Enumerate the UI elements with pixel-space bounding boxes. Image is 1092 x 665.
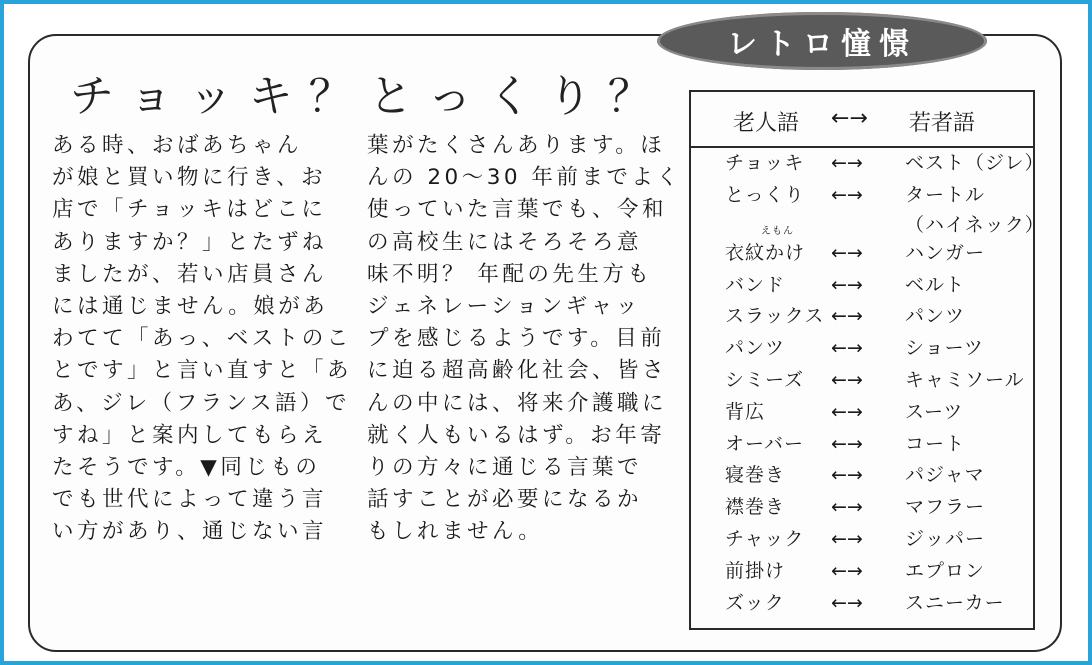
glossary-row	[691, 365, 1033, 397]
young-term: コート	[905, 432, 966, 455]
text-line: プを感じるようです。目前	[367, 326, 666, 352]
glossary-row	[691, 524, 1033, 556]
section-badge	[657, 12, 987, 70]
text-line: んの 20〜30 年前までよく	[367, 165, 682, 191]
glossary-row	[691, 180, 1045, 238]
text-line: すね」と案内してもらえ	[52, 422, 328, 448]
text-line: あ、ジレ（フランス語）で	[52, 390, 350, 416]
double-arrow-icon: ←→	[831, 152, 863, 174]
article-column-1	[52, 130, 352, 549]
text-line: んの中には、将来介護職に	[367, 390, 668, 416]
text-line: ジェネレーションギャッ	[367, 294, 641, 320]
young-term: ジッパー	[905, 527, 986, 550]
article-headline: チョッキ？とっくり？	[70, 71, 668, 122]
young-term: マフラー	[905, 496, 986, 519]
double-arrow-icon: ←→	[831, 273, 863, 296]
text-line: の高校生にはそろそろ意	[367, 229, 643, 255]
double-arrow-icon: ←→	[831, 432, 863, 455]
double-arrow-icon: ←→	[831, 337, 863, 360]
young-term: スニーカー	[905, 591, 1005, 614]
glossary-rows	[691, 148, 1045, 619]
young-term-line: タートル	[905, 183, 986, 206]
young-term: ベスト（ジレ）	[905, 152, 1045, 174]
glossary-box	[689, 90, 1045, 630]
old-term: ズック	[725, 591, 785, 614]
old-term: チョッキ	[725, 152, 805, 174]
double-arrow-icon: ←→	[831, 591, 863, 614]
old-term-text: 衣紋かけ	[725, 241, 806, 264]
glossary-row	[691, 225, 1033, 270]
double-arrow-icon: ←→	[831, 464, 863, 487]
old-term: オーバー	[725, 432, 805, 455]
glossary-row	[691, 301, 1033, 333]
young-term: ハンガー	[905, 241, 986, 264]
glossary-row	[691, 492, 1033, 524]
text-line: ましたが、若い店員さん	[52, 261, 328, 287]
furigana: えもん	[761, 225, 794, 237]
young-term: エプロン	[905, 559, 986, 582]
glossary-header-young: 若者語	[909, 111, 976, 136]
glossary-row	[691, 333, 1033, 365]
glossary-row	[691, 460, 1033, 492]
young-term: ベルト	[905, 273, 966, 296]
text-line: 就く人もいるはず。お年寄	[367, 422, 666, 448]
text-line: でも世代によって違う言	[52, 487, 328, 513]
old-term: 寝巻き	[725, 464, 786, 487]
old-term: シミーズ	[725, 368, 805, 391]
old-term: とっくり	[725, 183, 805, 206]
text-line: とです」と言い直すと「あ	[52, 358, 353, 384]
double-arrow-icon: ←→	[831, 527, 863, 550]
text-line: い方があり、通じない言	[52, 519, 328, 545]
double-arrow-icon: ←→	[831, 241, 863, 264]
double-arrow-icon: ←→	[831, 106, 868, 131]
glossary-row	[691, 556, 1033, 588]
young-term-line: （ハイネック）	[905, 213, 1045, 236]
young-term	[905, 180, 1045, 240]
old-term: パンツ	[725, 337, 786, 360]
double-arrow-icon: ←→	[831, 305, 863, 328]
glossary-header	[691, 92, 1033, 148]
section-badge-text: レトロ憧憬	[727, 27, 917, 62]
old-term: 前掛け	[725, 559, 786, 582]
glossary-header-old: 老人語	[733, 111, 800, 136]
text-line: 店で「チョッキはどこに	[52, 197, 327, 223]
text-line: 話すことが必要になるか	[367, 487, 643, 513]
double-arrow-icon: ←→	[831, 183, 863, 206]
glossary-row	[691, 148, 1045, 180]
glossary-row	[691, 588, 1033, 620]
old-term	[725, 225, 806, 270]
text-line: ありますか？」とたずね	[52, 229, 328, 255]
young-term: スーツ	[905, 400, 964, 423]
young-term: ショーツ	[905, 337, 984, 360]
text-line: ある時、おばあちゃん	[52, 133, 303, 158]
text-line: たそうです。▼同じもの	[52, 455, 321, 481]
text-line: が娘と買い物に行き、お	[52, 165, 327, 191]
old-term: 襟巻き	[725, 496, 786, 519]
double-arrow-icon: ←→	[831, 559, 863, 582]
text-line: 味不明？ 年配の先生方も	[367, 261, 653, 287]
old-term: チャック	[725, 527, 805, 550]
glossary-row	[691, 429, 1033, 461]
text-line: もしれません。	[367, 519, 544, 545]
article-column-2	[367, 130, 681, 549]
double-arrow-icon: ←→	[831, 400, 863, 423]
text-line: 葉がたくさんあります。ほ	[367, 133, 666, 158]
double-arrow-icon: ←→	[831, 368, 863, 391]
young-term: キャミソール	[905, 368, 1025, 391]
old-term: スラックス	[725, 305, 825, 328]
glossary-row	[691, 270, 1033, 302]
young-term: パジャマ	[905, 464, 985, 487]
text-line: 使っていた言葉でも、令和	[367, 197, 668, 223]
old-term: バンド	[725, 273, 786, 296]
glossary-row	[691, 397, 1033, 429]
text-line: わてて「あっ、ベストのこ	[52, 326, 352, 352]
double-arrow-icon: ←→	[831, 496, 863, 519]
text-line: に迫る超高齢化社会、皆さ	[367, 358, 668, 384]
text-line: には通じません。娘があ	[52, 294, 329, 320]
young-term: パンツ	[905, 305, 966, 328]
old-term: 背広	[725, 400, 766, 423]
text-line: りの方々に通じる言葉で	[367, 455, 643, 481]
